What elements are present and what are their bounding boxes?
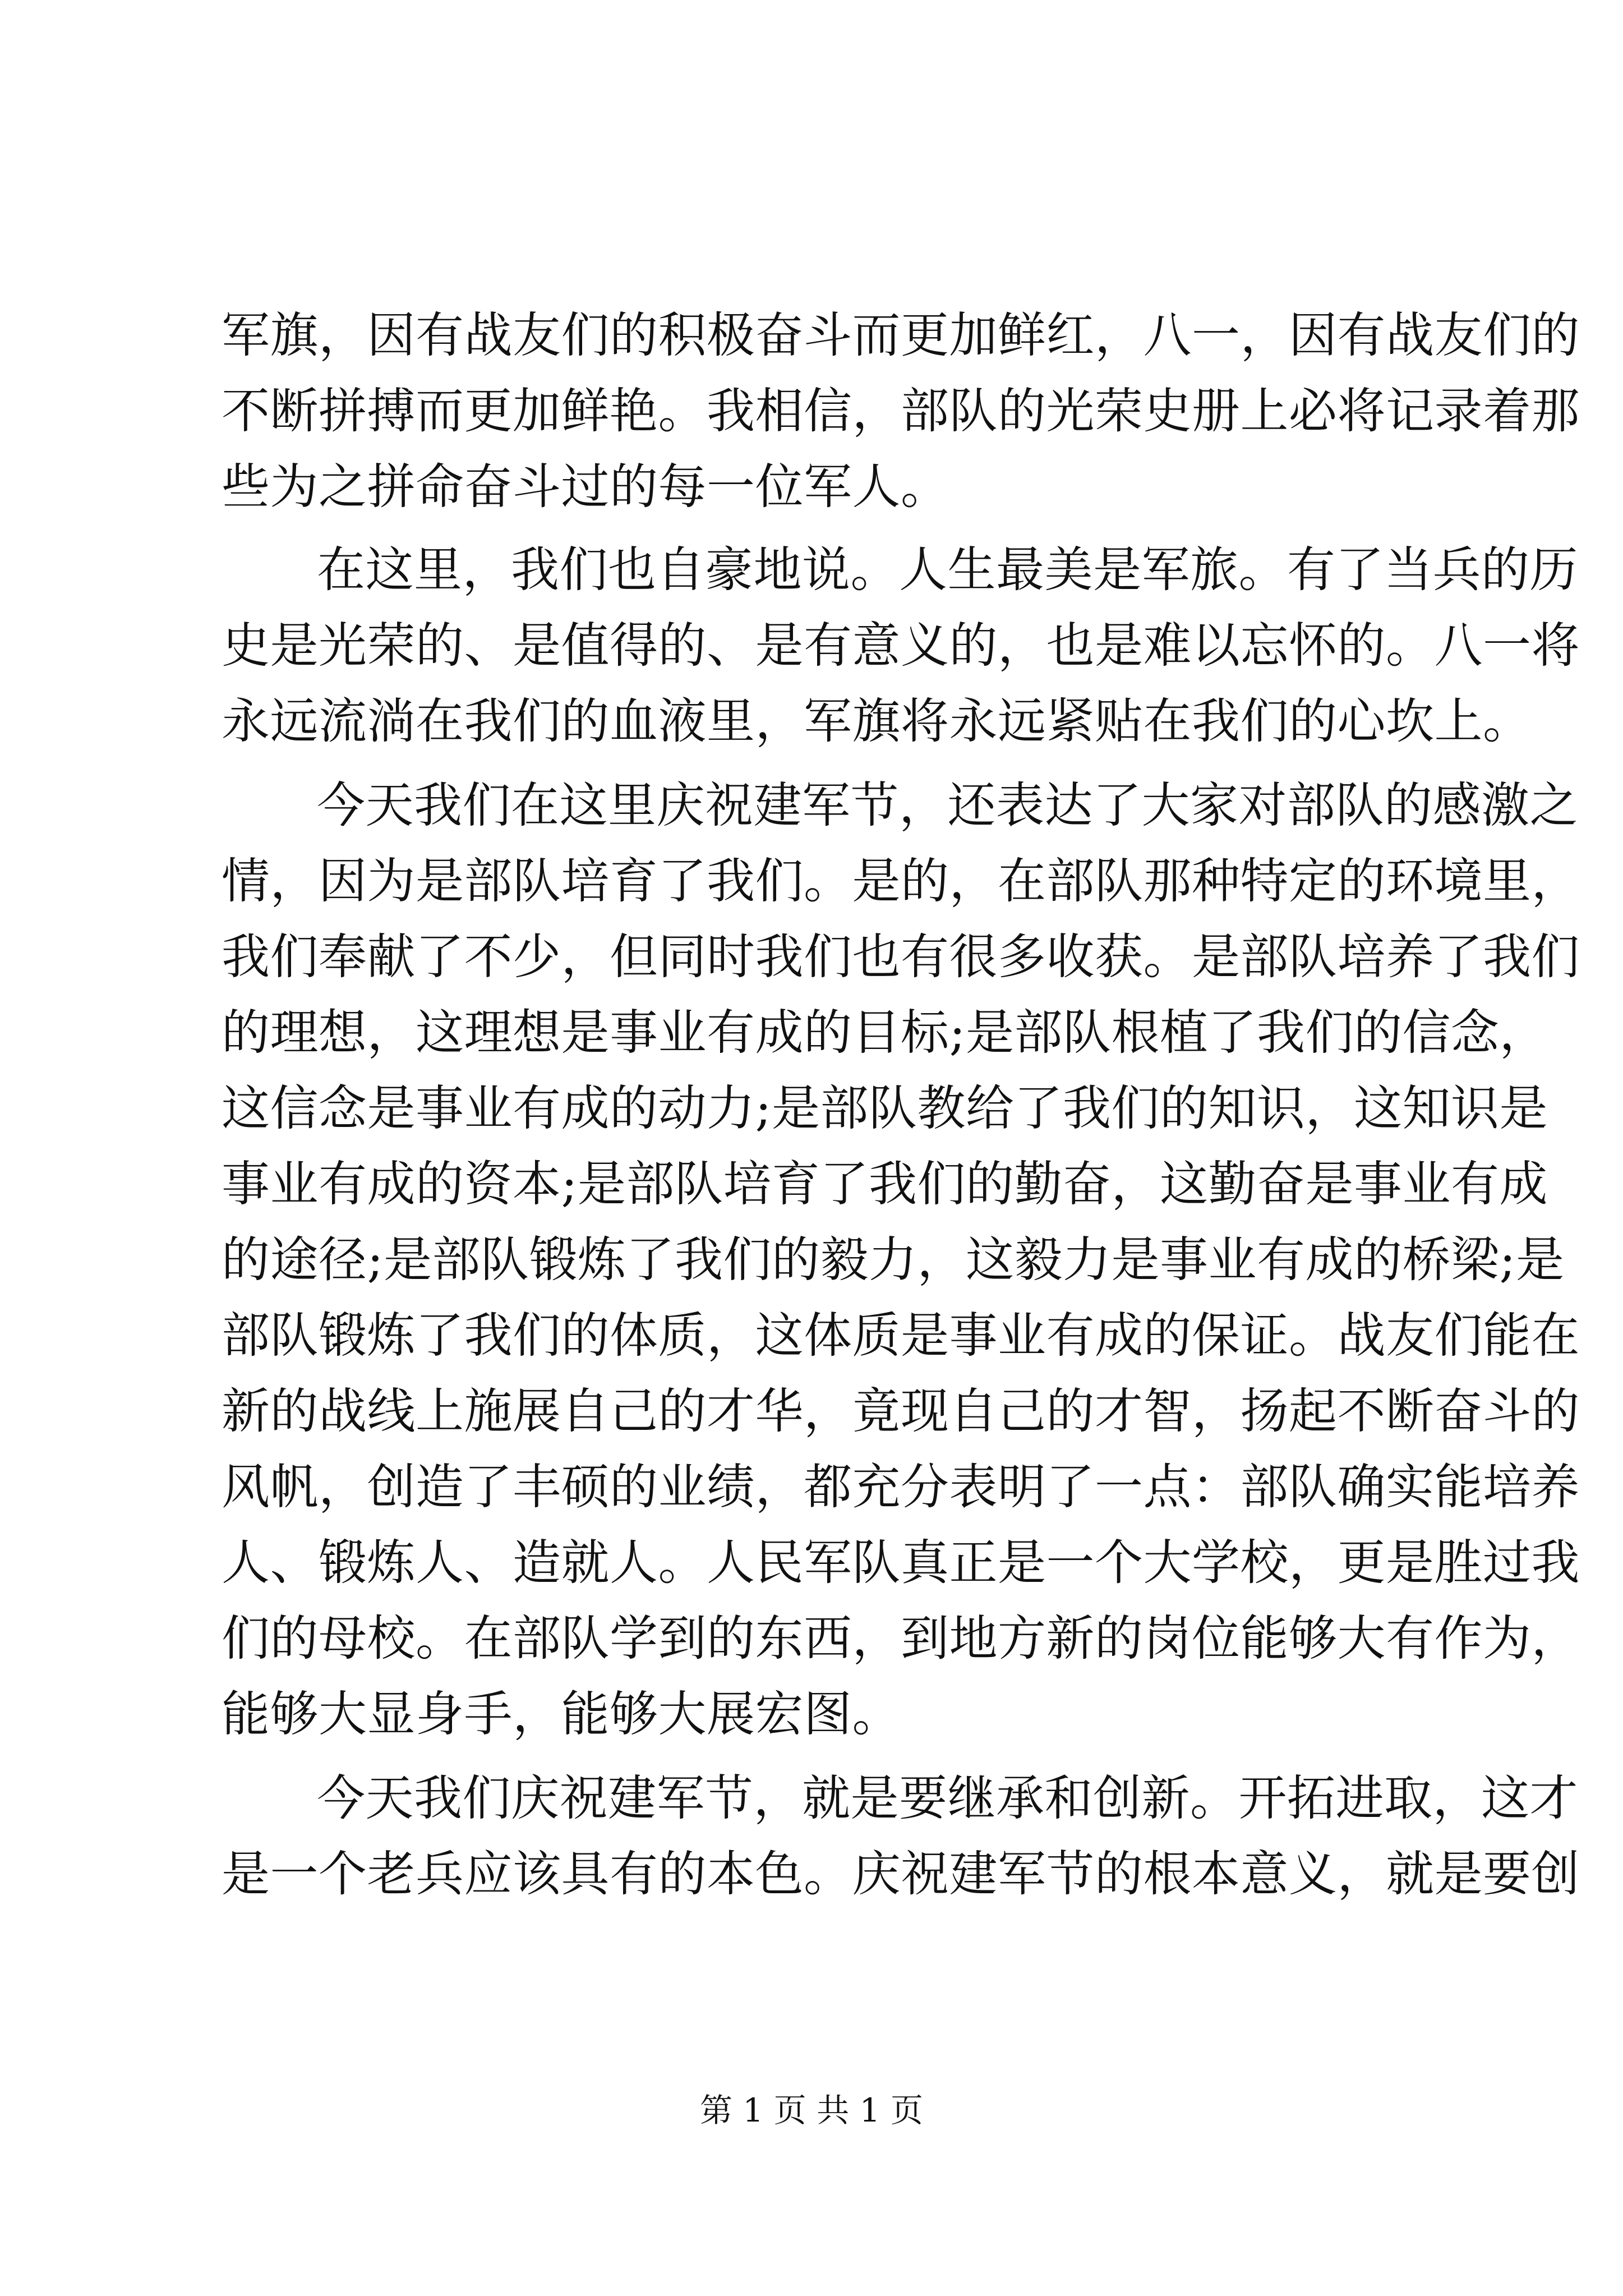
text-line: 军旗，因有战友们的积极奋斗而更加鲜红，八一，因有战友们的 bbox=[222, 307, 1580, 364]
text-line: 永远流淌在我们的血液里，军旗将永远紧贴在我们的心坎上。 bbox=[222, 693, 1532, 749]
text-line: 的理想，这理想是事业有成的目标;是部队根植了我们的信念， bbox=[222, 1005, 1548, 1061]
paragraph-start-line: 今天我们庆祝建军节，就是要继承和创新。开拓进取，这才 bbox=[317, 1770, 1578, 1826]
text-line: 能够大显身手，能够大展宏图。 bbox=[222, 1686, 901, 1742]
text-line: 事业有成的资本;是部队培育了我们的勤奋，这勤奋是事业有成 bbox=[222, 1156, 1548, 1212]
text-line: 新的战线上施展自己的才华，竟现自己的才智，扬起不断奋斗的 bbox=[222, 1383, 1580, 1439]
text-line: 这信念是事业有成的动力;是部队教给了我们的知识，这知识是 bbox=[222, 1080, 1548, 1137]
paragraph-start-line: 在这里，我们也自豪地说。人生最美是军旅。有了当兵的历 bbox=[317, 542, 1578, 598]
text-line: 们的母校。在部队学到的东西，到地方新的岗位能够大有作为， bbox=[222, 1611, 1580, 1667]
text-line: 不断拼搏而更加鲜艳。我相信，部队的光荣史册上必将记录着那 bbox=[222, 383, 1580, 439]
text-line: 我们奉献了不少，但同时我们也有很多收获。是部队培养了我们 bbox=[222, 929, 1580, 985]
text-line: 部队锻炼了我们的体质，这体质是事业有成的保证。战友们能在 bbox=[222, 1308, 1580, 1364]
text-line: 情，因为是部队培育了我们。是的，在部队那种特定的环境里， bbox=[222, 853, 1580, 909]
text-line: 风帆，创造了丰硕的业绩，都充分表明了一点：部队确实能培养 bbox=[222, 1459, 1580, 1515]
text-line: 的途径;是部队锻炼了我们的毅力，这毅力是事业有成的桥梁;是 bbox=[222, 1232, 1565, 1288]
text-line: 史是光荣的、是值得的、是有意义的，也是难以忘怀的。八一将 bbox=[222, 618, 1580, 674]
paragraph-start-line: 今天我们在这里庆祝建军节，还表达了大家对部队的感激之 bbox=[317, 777, 1578, 834]
text-line: 是一个老兵应该具有的本色。庆祝建军节的根本意义，就是要创 bbox=[222, 1846, 1580, 1902]
text-line: 些为之拼命奋斗过的每一位军人。 bbox=[222, 459, 949, 515]
page-number-footer: 第 1 页 共 1 页 bbox=[700, 2091, 923, 2129]
text-line: 人、锻炼人、造就人。人民军队真正是一个大学校，更是胜过我 bbox=[222, 1535, 1580, 1591]
